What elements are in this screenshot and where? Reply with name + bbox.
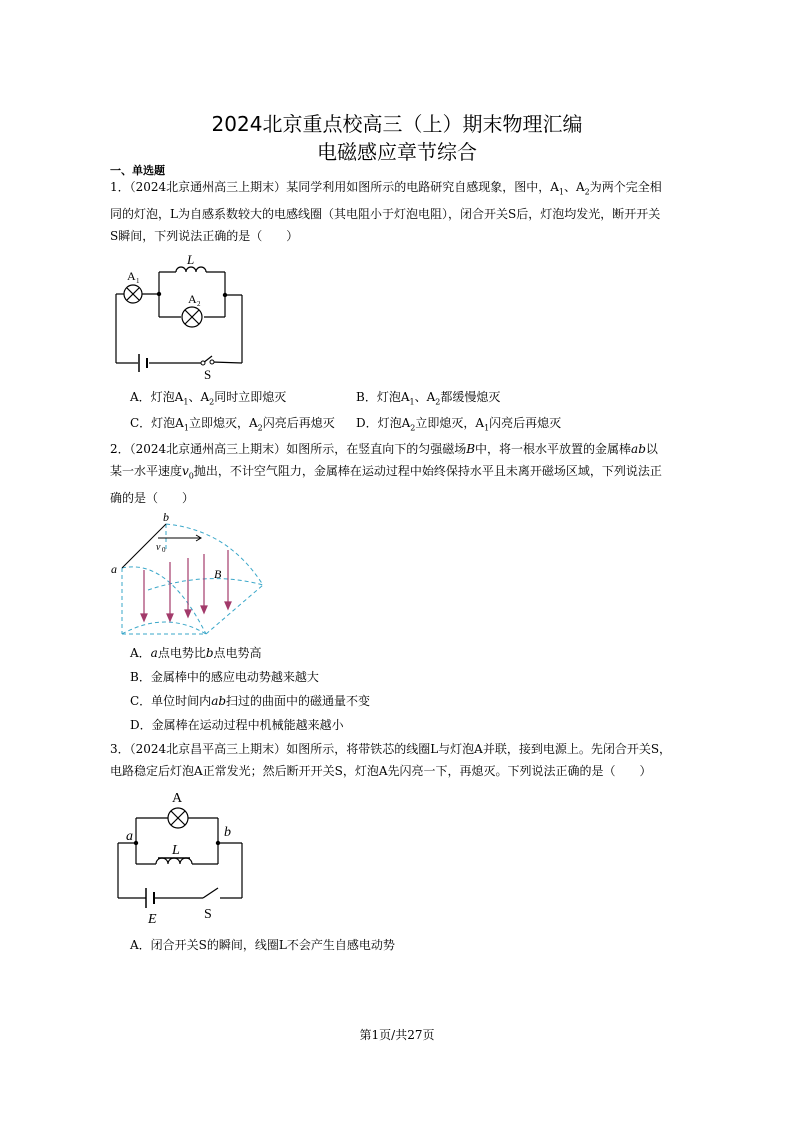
q1-option-a[interactable]: A．灯泡$A_1$、$A_2$同时立即熄灭 (130, 390, 287, 407)
svg-text:A: A (172, 791, 183, 806)
q2-option-c[interactable]: C．单位时间内ab扫过的曲面中的磁通量不变 (130, 694, 371, 708)
svg-text:0: 0 (162, 546, 166, 554)
q1-text: 1．（2024北京通州高三上期末）某同学利用如图所示的电路研究自感现象，图中，$A_1$、$A_2$为两个完全相 同的灯泡，L为自感系数较大的电感线圈（其电阻小于灯泡电阻），闭合开关S后，灯泡均发光，断开开关 S瞬间，下列说法正确的是（ ） (110, 180, 662, 244)
q1-option-d[interactable]: D．灯泡$A_2$立即熄灭，$A_1$闪亮后再熄灭 (356, 416, 562, 433)
q2-option-b[interactable]: B．金属棒中的感应电动势越来越大 (130, 670, 319, 684)
q3-circuit-diagram (108, 788, 258, 928)
svg-text:a: a (111, 562, 117, 576)
q2-magnetic-field-diagram (108, 510, 268, 645)
q2-option-d[interactable]: D．金属棒在运动过程中机械能越来越小 (130, 718, 344, 732)
q1-option-b[interactable]: B．灯泡$A_1$、$A_2$都缓慢熄灭 (356, 390, 501, 407)
svg-text:L: L (172, 843, 180, 858)
svg-text:S: S (204, 907, 212, 922)
svg-text:A: A (188, 292, 197, 306)
svg-text:a: a (126, 829, 133, 844)
svg-text:b: b (224, 825, 231, 840)
svg-text:A: A (127, 269, 136, 283)
svg-text:E: E (148, 912, 157, 927)
svg-text:b: b (163, 510, 169, 524)
svg-text:B: B (214, 567, 222, 581)
svg-text:2: 2 (197, 300, 201, 308)
page-footer: 第1页/共27页 (359, 1028, 435, 1042)
svg-text:1: 1 (136, 277, 140, 285)
q3-text: 3．（2024北京昌平高三上期末）如图所示，将带铁芯的线圈L与灯泡A并联，接到电源上。先闭合开关S， 电路稳定后灯泡A正常发光；然后断开开关S，灯泡A先闪亮一下，再熄灭。下列说法正确的是（ ） (110, 742, 672, 778)
page-title: 2024北京重点校高三（上）期末物理汇编 (211, 112, 583, 136)
fig-label-L: L (187, 252, 195, 267)
q2-text: 2．（2024北京通州高三上期末）如图所示，在竖直向下的匀强磁场B中，将一根水平放置的金属棒ab以 某一水平速度$v_0$抛出，不计空气阻力，金属棒在运动过程中始终保持水平且未离开磁场区域，下列说法正 确的是（ ） (110, 442, 662, 506)
q1-option-c[interactable]: C．灯泡$A_1$立即熄灭，$A_2$闪亮后再熄灭 (130, 416, 335, 433)
q2-option-a[interactable]: A．a点电势比b点电势高 (130, 646, 262, 660)
q1-circuit-diagram (108, 250, 253, 385)
q3-option-a[interactable]: A．闭合开关S的瞬间，线圈L不会产生自感电动势 (130, 938, 395, 952)
page-subtitle: 电磁感应章节综合 (317, 140, 477, 164)
svg-text:v: v (156, 542, 161, 553)
svg-text:S: S (204, 367, 212, 382)
section-heading: 一、单选题 (110, 164, 165, 177)
